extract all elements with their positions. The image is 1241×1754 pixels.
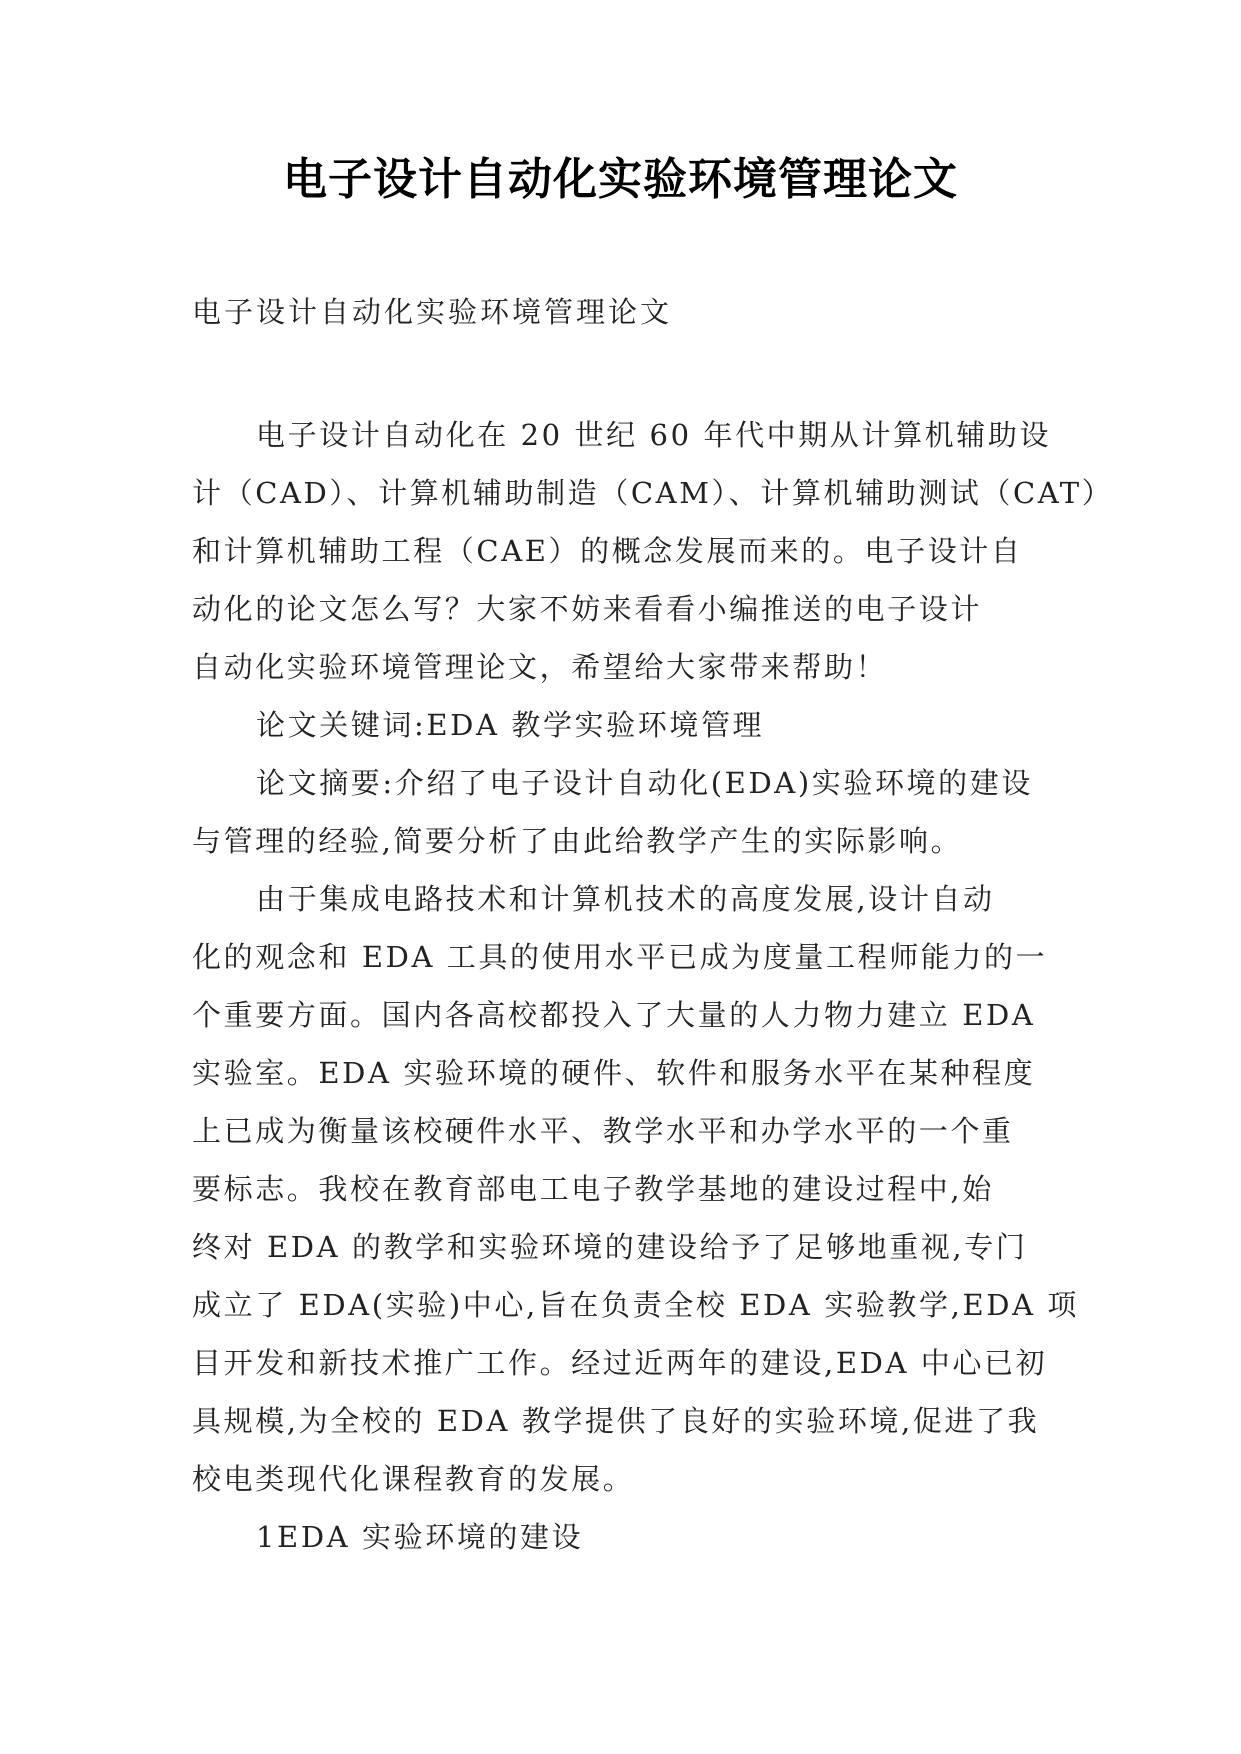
document-subtitle: 电子设计自动化实验环境管理论文 [192, 295, 673, 329]
document-body [192, 406, 1114, 1566]
text-line: 个重要方面。国内各高校都投入了大量的人力物力建立 EDA [192, 998, 1036, 1032]
document-title: 电子设计自动化实验环境管理论文 [283, 154, 958, 205]
text-line: 计（CAD）、计算机辅助制造（CAM）、计算机辅助测试（CAT） [192, 476, 1114, 510]
text-line: 校电类现代化课程教育的发展。 [192, 1462, 635, 1496]
text-line: 由于集成电路技术和计算机技术的高度发展,设计自动 [256, 882, 995, 916]
section-heading [192, 1508, 1052, 1566]
paragraph-abstract [192, 754, 1052, 870]
text-line: 化的观念和 EDA 工具的使用水平已成为度量工程师能力的一 [192, 940, 1048, 974]
paragraph-body [192, 870, 1080, 1508]
paragraph-intro [192, 406, 1114, 696]
text-line: 成立了 EDA(实验)中心,旨在负责全校 EDA 实验教学,EDA 项 [192, 1288, 1080, 1322]
text-line: 具规模,为全校的 EDA 教学提供了良好的实验环境,促进了我 [192, 1404, 1040, 1438]
text-line: 终对 EDA 的教学和实验环境的建设给予了足够地重视,专门 [192, 1230, 1028, 1264]
text-line: 1EDA 实验环境的建设 [256, 1520, 584, 1554]
text-line: 上已成为衡量该校硬件水平、教学水平和办学水平的一个重 [192, 1114, 1014, 1148]
text-line: 和计算机辅助工程（CAE）的概念发展而来的。电子设计自 [192, 534, 1023, 568]
text-line: 电子设计自动化在 20 世纪 60 年代中期从计算机辅助设 [256, 418, 1052, 452]
text-line: 要标志。我校在教育部电工电子教学基地的建设过程中,始 [192, 1172, 994, 1206]
text-line: 论文关键词:EDA 教学实验环境管理 [256, 708, 765, 742]
text-line: 目开发和新技术推广工作。经过近两年的建设,EDA 中心已初 [192, 1346, 1048, 1380]
text-line: 动化的论文怎么写？大家不妨来看看小编推送的电子设计 [192, 592, 983, 626]
text-line: 与管理的经验,简要分析了由此给教学产生的实际影响。 [192, 824, 963, 858]
paragraph-keywords [192, 696, 1052, 754]
text-line: 自动化实验环境管理论文，希望给大家带来帮助！ [192, 650, 888, 684]
text-line: 实验室。EDA 实验环境的硬件、软件和服务水平在某种程度 [192, 1056, 1036, 1090]
text-line: 论文摘要:介绍了电子设计自动化(EDA)实验环境的建设 [256, 766, 1033, 800]
